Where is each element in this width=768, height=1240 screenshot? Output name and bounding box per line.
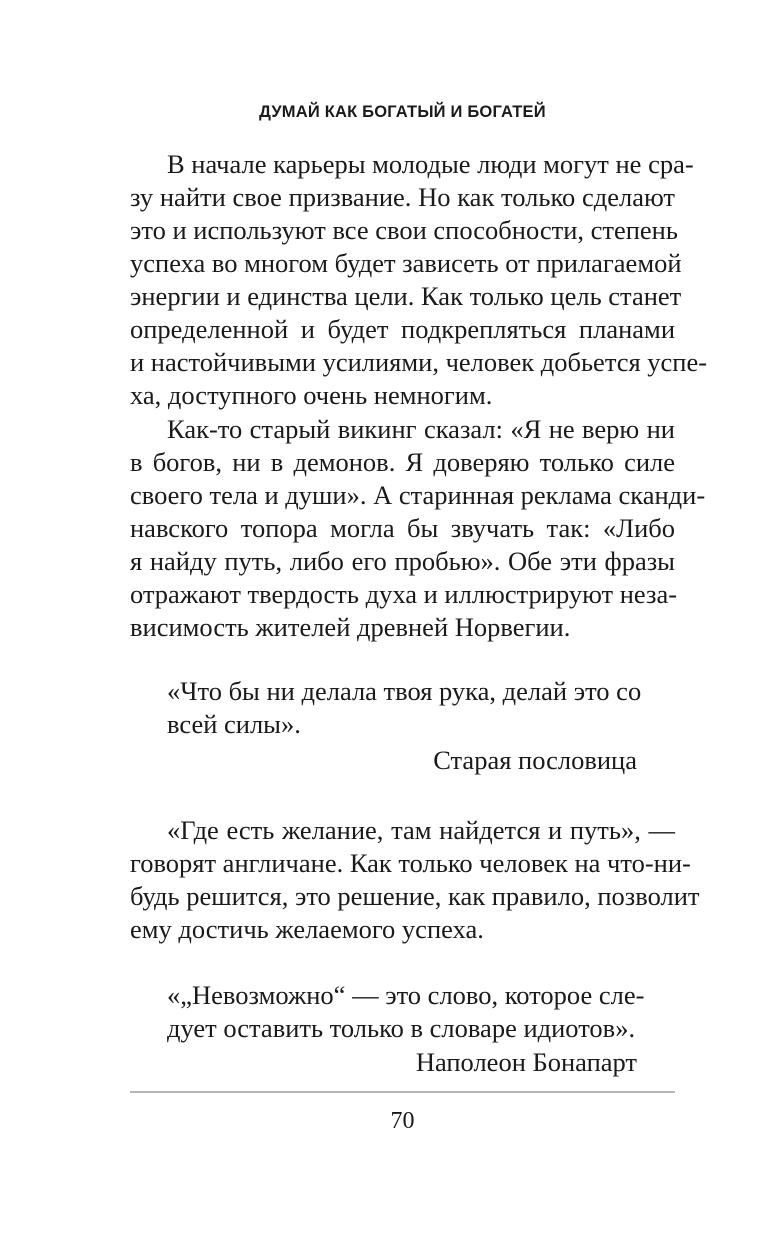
- text-line: будь решится, это решение, как правило, позволит: [130, 881, 700, 911]
- quote-line: «„Невозможно“ — это слово, которое сле-: [167, 980, 645, 1010]
- quote-attribution: Наполеон Бонапарт: [415, 1047, 637, 1077]
- text-line: говорят англичане. Как только человек на что-ни-: [130, 848, 691, 878]
- text-line: Как-то старый викинг сказал: «Я не верю ни: [167, 414, 675, 444]
- text-line: своего тела и души». А старинная реклама сканди-: [130, 480, 706, 510]
- running-header: ДУМАЙ КАК БОГАТЫЙ И БОГАТЕЙ: [259, 103, 546, 121]
- text-line: В начале карьеры молодые люди могут не сра-: [167, 149, 694, 179]
- text-line: энергии и единства цели. Как только цель станет: [130, 281, 682, 311]
- text-line: и настойчивыми усилиями, человек добьется успе-: [130, 347, 708, 377]
- text-line: отражают твердость духа и иллюстрируют неза-: [130, 579, 678, 609]
- text-line: ему достичь желаемого успеха.: [130, 914, 484, 944]
- footer-divider: [130, 1091, 675, 1093]
- quote-line: дует оставить только в словаре идиотов».: [167, 1013, 636, 1043]
- page-number: 70: [390, 1108, 415, 1134]
- text-line: я найду путь, либо его пробью». Обе эти фразы: [130, 546, 675, 576]
- text-line: успеха во многом будет зависеть от прилагаемой: [130, 248, 682, 278]
- text-line: навского топора могла бы звучать так: «Либо: [130, 513, 675, 543]
- quote-attribution: Старая пословица: [433, 745, 637, 775]
- text-line: это и используют все свои способности, степень: [130, 215, 678, 245]
- text-line: зу найти свое призвание. Но как только сделают: [130, 182, 675, 212]
- text-line: ха, доступного очень немногим.: [130, 380, 493, 410]
- text-line: висимость жителей древней Норвегии.: [130, 612, 571, 642]
- quote-line: «Что бы ни делала твоя рука, делай это со: [167, 676, 642, 706]
- quote-line: всей силы».: [167, 709, 301, 739]
- text-line: в богов, ни в демонов. Я доверяю только силе: [130, 447, 675, 477]
- text-line: определенной и будет подкрепляться планами: [130, 314, 675, 344]
- text-line: «Где есть желание, там найдется и путь», —: [167, 815, 675, 845]
